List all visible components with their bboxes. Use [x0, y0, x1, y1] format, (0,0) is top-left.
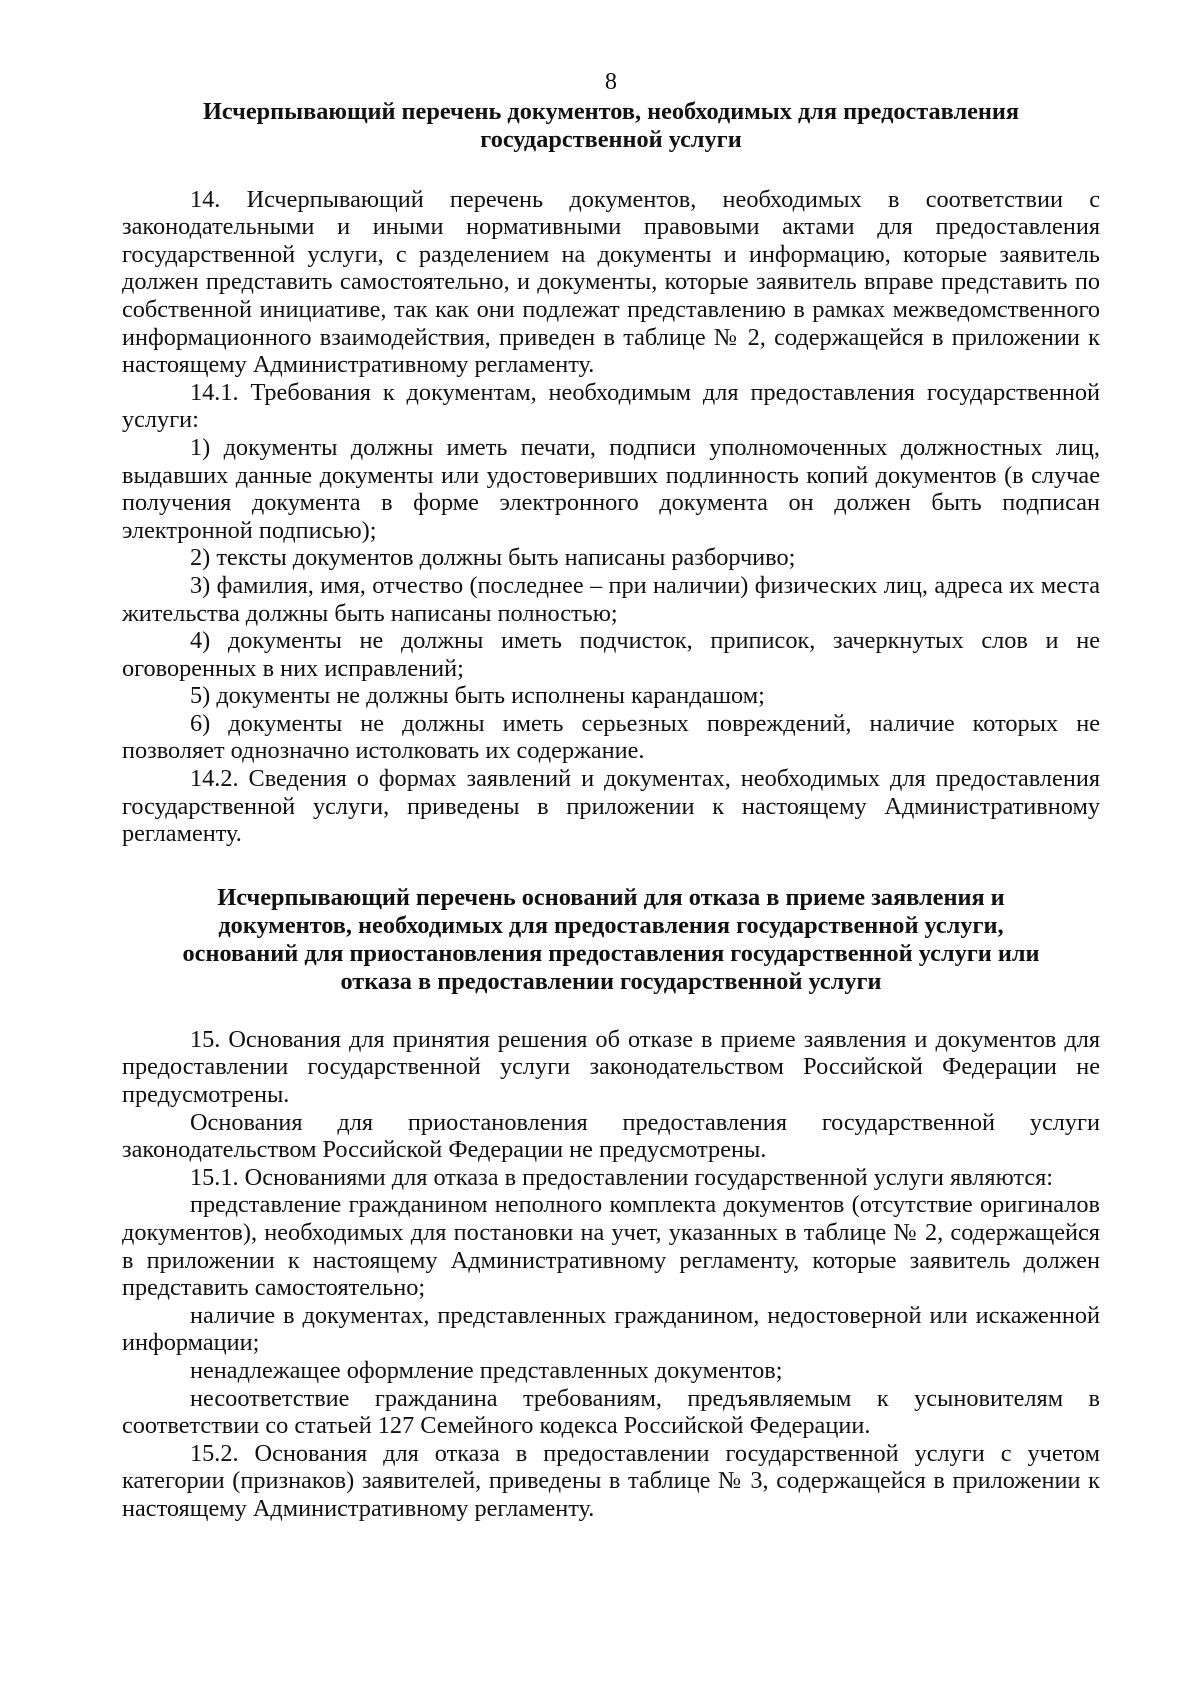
heading-line: документов, необходимых для предоставления государственной услуги, — [218, 911, 1004, 939]
list-item: 5) документы не должны быть исполнены карандашом; — [190, 682, 765, 710]
paragraph-15-2: 15.2. Основания для отказа в предоставлении государственной услуги с учетом категории (признаков) заявителей, приведены в таблице № 3, содержащейся в приложении к настоящему Административному регламенту. — [122, 1439, 1100, 1522]
heading-line: отказа в предоставлении государственной услуги — [340, 967, 882, 995]
heading-line: Исчерпывающий перечень оснований для отказа в приеме заявления и — [217, 883, 1005, 911]
section-heading-refusal — [122, 884, 1100, 996]
list-item: наличие в документах, представленных гражданином, недостоверной или искаженной информации; — [122, 1301, 1100, 1357]
list-item: 4) документы не должны иметь подчисток, приписок, зачеркнутых слов и не оговоренных в них исправлений; — [122, 627, 1100, 682]
list-item: 6) документы не должны иметь серьезных повреждений, наличие которых не позволяет однозначно истолковать их содержание. — [122, 709, 1100, 765]
list-item: 3) фамилия, имя, отчество (последнее – при наличии) физических лиц, адреса их места жительства должны быть написаны полностью; — [122, 571, 1100, 627]
list-item: 1) документы должны иметь печати, подписи уполномоченных должностных лиц, выдавших данные документы или удостоверивших подлинность копий документов (в случае получения документа в форме электронного документа он должен быть подписан электронной подписью); — [122, 433, 1100, 544]
section-refusal-body — [122, 1026, 1100, 1523]
heading-line: государственной услуги — [480, 125, 742, 153]
paragraph-14-2: 14.2. Сведения о формах заявлений и документах, необходимых для предоставления государственной услуги, приведены в приложении к настоящему Административному регламенту. — [122, 765, 1100, 848]
section-heading-documents — [122, 98, 1100, 154]
paragraph-15: 15. Основания для принятия решения об отказе в приеме заявления и документов для предоставлении государственной услуги законодательством Российской Федерации не предусмотрены. — [122, 1025, 1100, 1109]
list-item: ненадлежащее оформление представленных документов; — [190, 1356, 783, 1384]
paragraph-14-1: 14.1. Требования к документам, необходимым для предоставления государственной услуги: — [122, 378, 1100, 434]
list-item: несоответствие гражданина требованиям, предъявляемым к усыновителям в соответствии со статьей 127 Семейного кодекса Российской Федерации. — [122, 1384, 1100, 1440]
heading-line: оснований для приостановления предоставления государственной услуги или — [182, 939, 1040, 967]
section-documents-body — [122, 186, 1100, 848]
paragraph: Основания для приостановления предоставления государственной услуги законодательством Российской Федерации не предусмотрены. — [122, 1108, 1100, 1164]
list-item: 2) тексты документов должны быть написаны разборчиво; — [190, 544, 796, 572]
paragraph-14: 14. Исчерпывающий перечень документов, необходимых в соответствии с законодательными и иными нормативными правовыми актами для предоставления государственной услуги, с разделением на документы и информацию, которые заявитель должен представить самостоятельно, и документы, которые заявитель вправе представить по собственной инициативе, так как они подлежат представлению в рамках межведомственного информационного взаимодействия, приведен в таблице № 2, содержащейся в приложении к настоящему Административному регламенту. — [122, 185, 1100, 379]
heading-line: Исчерпывающий перечень документов, необходимых для предоставления — [202, 97, 1020, 125]
paragraph-15-1: 15.1. Основаниями для отказа в предоставлении государственной услуги являются: — [190, 1163, 1054, 1191]
page-number: 8 — [604, 68, 618, 95]
list-item: представление гражданином неполного комплекта документов (отсутствие оригиналов документов), необходимых для постановки на учет, указанных в таблице № 2, содержащейся в приложении к настоящему Административному регламенту, которые заявитель должен представить самостоятельно; — [122, 1191, 1100, 1302]
